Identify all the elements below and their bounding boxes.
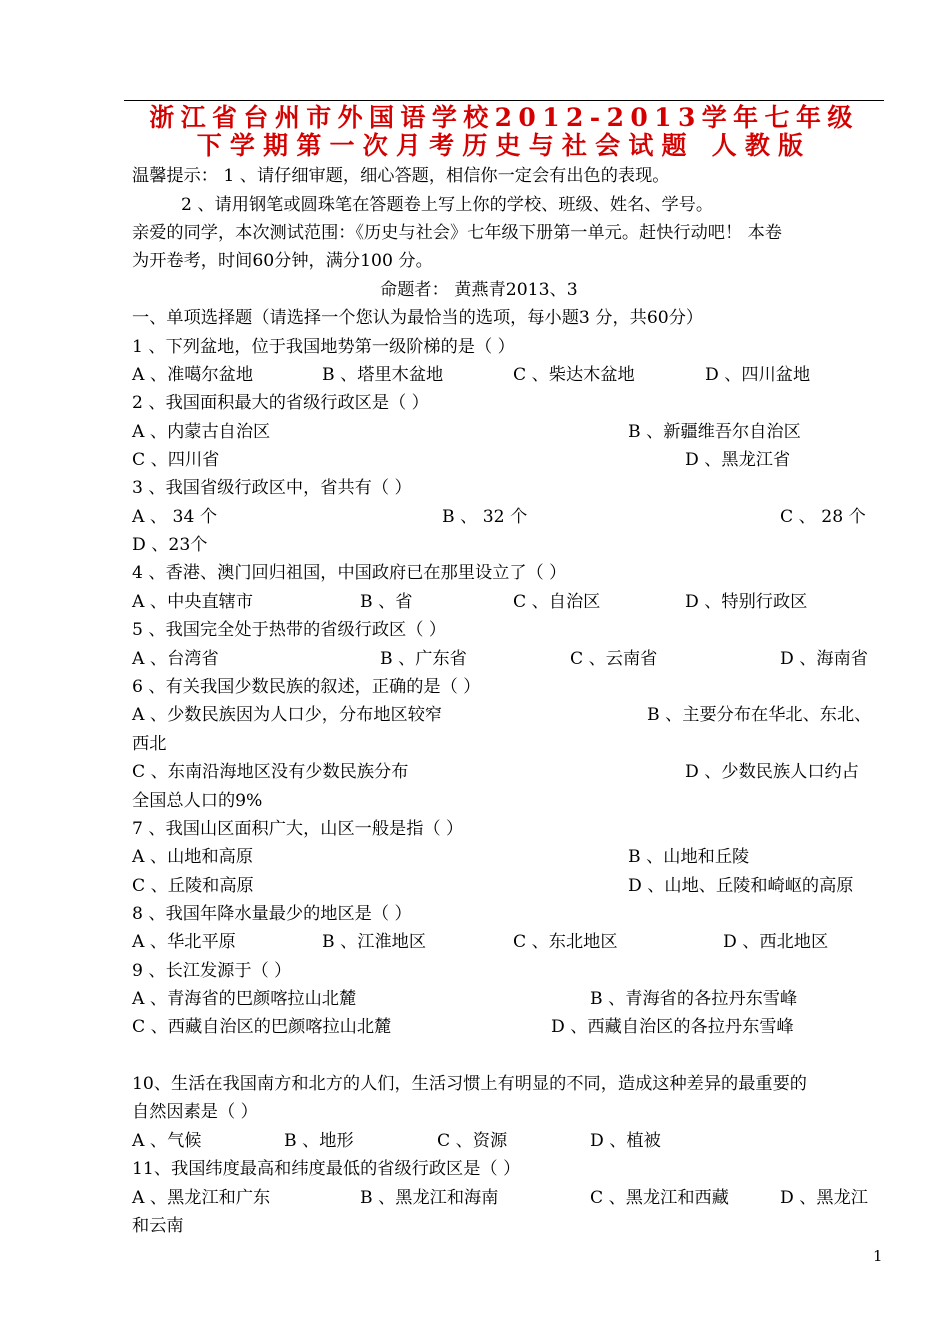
q8-option-b: B 、江淮地区 [322,932,427,952]
q5-option-c: C 、云南省 [570,649,658,669]
question-7-stem: 7 、我国山区面积广大，山区一般是指（ ） [132,819,464,839]
q7-option-d: D 、山地、丘陵和崎岖的高原 [628,876,854,896]
q3-option-b: B 、 32 个 [442,507,528,527]
q3-option-c: C 、 28 个 [780,507,866,527]
q5-option-d: D 、海南省 [780,649,868,669]
q7-option-b: B 、山地和丘陵 [628,847,750,867]
q1-option-a: A 、准噶尔盆地 [132,365,254,385]
q5-option-a: A 、台湾省 [132,649,219,669]
q2-option-c: C 、四川省 [132,450,220,470]
q6-option-d: D 、少数民族人口约占 [685,762,859,782]
notice-line-2: 2 、请用钢笔或圆珠笔在答题卷上写上你的学校、班级、姓名、学号。 [181,195,714,215]
question-8-stem: 8 、我国年降水量最少的地区是（ ） [132,904,412,924]
q2-option-b: B 、新疆维吾尔自治区 [628,422,801,442]
question-10-stem-continued: 自然因素是（ ） [132,1102,258,1122]
question-1-stem: 1 、下列盆地，位于我国地势第一级阶梯的是（ ） [132,337,515,357]
title-line-2: 下学期第一次月考历史与社会试题 人教版 [196,131,812,160]
q6-option-b-continued: 西北 [132,734,167,754]
q6-option-b: B 、主要分布在华北、东北、 [647,705,872,725]
q10-option-b: B 、地形 [284,1131,354,1151]
q2-option-a: A 、内蒙古自治区 [132,422,271,442]
q4-option-c: C 、自治区 [513,592,601,612]
q1-option-c: C 、柴达木盆地 [513,365,635,385]
q11-option-b: B 、黑龙江和海南 [360,1188,499,1208]
q9-option-d: D 、西藏自治区的各拉丹东雪峰 [551,1017,794,1037]
title-line-1: 浙江省台州市外国语学校2012-2013学年七年级 [149,103,859,132]
section-heading: 一、单项选择题（请选择一个您认为最恰当的选项，每小题3 分，共60分） [132,308,704,328]
q7-option-a: A 、山地和高原 [132,847,254,867]
q6-option-a: A 、少数民族因为人口少，分布地区较窄 [132,705,443,725]
header-rule [124,100,884,101]
q11-option-a: A 、黑龙江和广东 [132,1188,271,1208]
q9-option-c: C 、西藏自治区的巴颜喀拉山北麓 [132,1017,392,1037]
q3-option-a: A 、 34 个 [132,507,218,527]
author-line: 命题者： 黄燕青2013、3 [380,280,578,300]
q11-option-d: D 、黑龙江 [780,1188,868,1208]
q1-option-d: D 、四川盆地 [705,365,811,385]
page-number: 1 [873,1247,883,1265]
q9-option-b: B 、青海省的各拉丹东雪峰 [590,989,798,1009]
q7-option-c: C 、丘陵和高原 [132,876,254,896]
question-4-stem: 4 、香港、澳门回归祖国，中国政府已在那里设立了（ ） [132,563,567,583]
q6-option-c: C 、东南沿海地区没有少数民族分布 [132,762,409,782]
q8-option-a: A 、华北平原 [132,932,236,952]
notice-line-4: 为开卷考，时间60分钟，满分100 分。 [132,251,433,271]
q10-option-d: D 、植被 [590,1131,661,1151]
q6-option-d-continued: 全国总人口的9% [132,791,263,811]
notice-line-3: 亲爱的同学，本次测试范围：《历史与社会》七年级下册第一单元。赶快行动吧！ 本卷 [132,223,782,243]
q4-option-b: B 、省 [360,592,413,612]
q1-option-b: B 、塔里木盆地 [322,365,444,385]
q10-option-c: C 、资源 [437,1131,508,1151]
q5-option-b: B 、广东省 [380,649,467,669]
q2-option-d: D 、黑龙江省 [685,450,791,470]
q8-option-d: D 、西北地区 [723,932,829,952]
q11-option-c: C 、黑龙江和西藏 [590,1188,729,1208]
question-5-stem: 5 、我国完全处于热带的省级行政区（ ） [132,620,447,640]
notice-line-1: 温馨提示： 1 、请仔细审题，细心答题，相信你一定会有出色的表现。 [132,166,670,186]
question-2-stem: 2 、我国面积最大的省级行政区是（ ） [132,393,429,413]
question-3-stem: 3 、我国省级行政区中，省共有（ ） [132,478,412,498]
q4-option-d: D 、特别行政区 [685,592,808,612]
question-11-stem: 11、我国纬度最高和纬度最低的省级行政区是（ ） [132,1159,521,1179]
q10-option-a: A 、气候 [132,1131,202,1151]
question-10-stem: 10、生活在我国南方和北方的人们，生活习惯上有明显的不同，造成这种差异的最重要的 [132,1074,807,1094]
q4-option-a: A 、中央直辖市 [132,592,254,612]
q9-option-a: A 、青海省的巴颜喀拉山北麓 [132,989,357,1009]
question-9-stem: 9 、长江发源于（ ） [132,961,292,981]
q3-option-d: D 、23个 [132,535,208,555]
q11-option-d-continued: 和云南 [132,1216,184,1236]
question-6-stem: 6 、有关我国少数民族的叙述，正确的是（ ） [132,677,481,697]
q8-option-c: C 、东北地区 [513,932,618,952]
